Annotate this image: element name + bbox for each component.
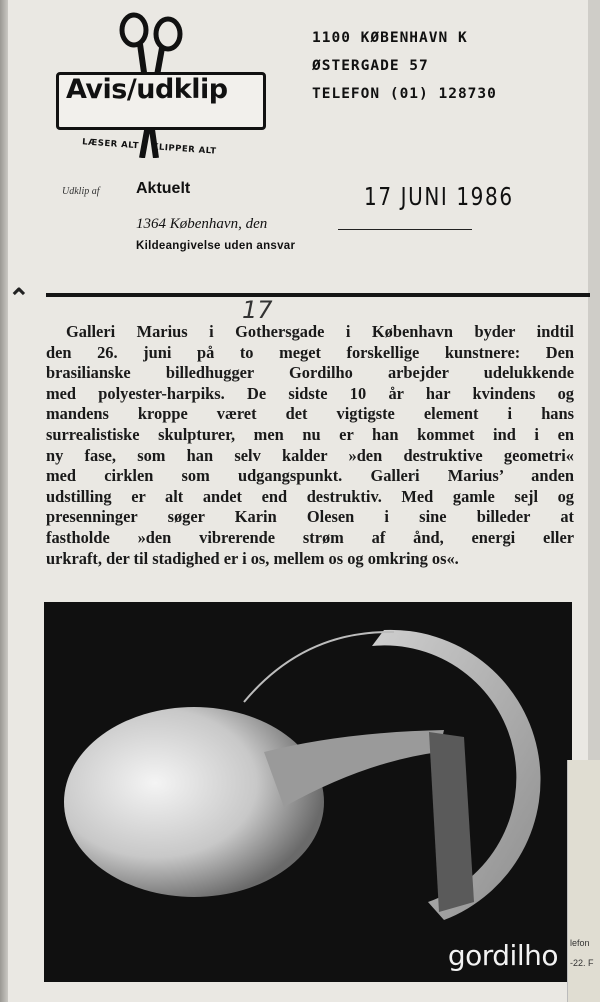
city-line: 1364 København, den: [136, 216, 268, 232]
article-line: Galleri Marius i Gothersgade i København byder indtil: [66, 322, 574, 341]
article-line: mandens kroppe været det vigtigste element i hans: [46, 404, 574, 424]
handwritten-note: 17: [242, 296, 273, 324]
corner-mark: ⌃: [8, 284, 30, 313]
edge-text-2: -22. F: [570, 958, 594, 968]
article-line: surrealistiske skulpturer, men nu er han kommet ind i en: [46, 424, 574, 444]
edge-text-1: lefon: [570, 938, 590, 948]
adjacent-clipping-edge: [567, 760, 600, 1002]
article-text: [46, 322, 574, 569]
address-city: 1100 KØBENHAVN K: [312, 30, 468, 46]
logo-slogan: LÆSER ALT • KLIPPER ALT: [81, 137, 217, 157]
article-line: ny fase, som han selv kalder »den destruktive geometri«: [46, 445, 574, 465]
avisudklip-logo: [52, 14, 267, 174]
article-line: brasilianske billedhugger Gordilho arbejder udelukkende: [46, 363, 574, 383]
date-underline: [338, 229, 472, 230]
sculpture-photo: [44, 602, 572, 982]
source-name: Aktuelt: [136, 180, 191, 197]
address-phone: TELEFON (01) 128730: [312, 86, 497, 102]
source-disclaimer: Kildeangivelse uden ansvar: [136, 240, 296, 252]
udklip-label: Udklip af: [62, 186, 100, 197]
header-divider: [46, 293, 590, 297]
article-line: med cirklen som udgangspunkt. Galleri Marius’ anden: [46, 466, 574, 486]
photo-caption: gordilho: [447, 939, 558, 972]
article-line: fastholde »den vibrerende strøm af ånd, energi eller: [46, 527, 574, 547]
article-line: med polyester-harpiks. De sidste 10 år har kvindens og: [46, 383, 574, 403]
article-line: presenninger søger Karin Olesen i sine billeder at: [46, 507, 574, 527]
article-line: udstilling er alt andet end destruktiv. Med gamle sejl og: [46, 486, 574, 506]
sculpture-image: [44, 602, 572, 982]
date-stamp: 17 JUNI 1986: [364, 182, 514, 211]
address-street: ØSTERGADE 57: [312, 58, 429, 74]
logo-wordmark: Avis/udklip: [66, 74, 228, 105]
article-line: urkraft, der til stadighed er i os, mellem os og omkring os«.: [46, 548, 459, 568]
article-line: den 26. juni på to meget forskellige kunstnere: Den: [46, 342, 574, 362]
company-address: [312, 24, 497, 108]
